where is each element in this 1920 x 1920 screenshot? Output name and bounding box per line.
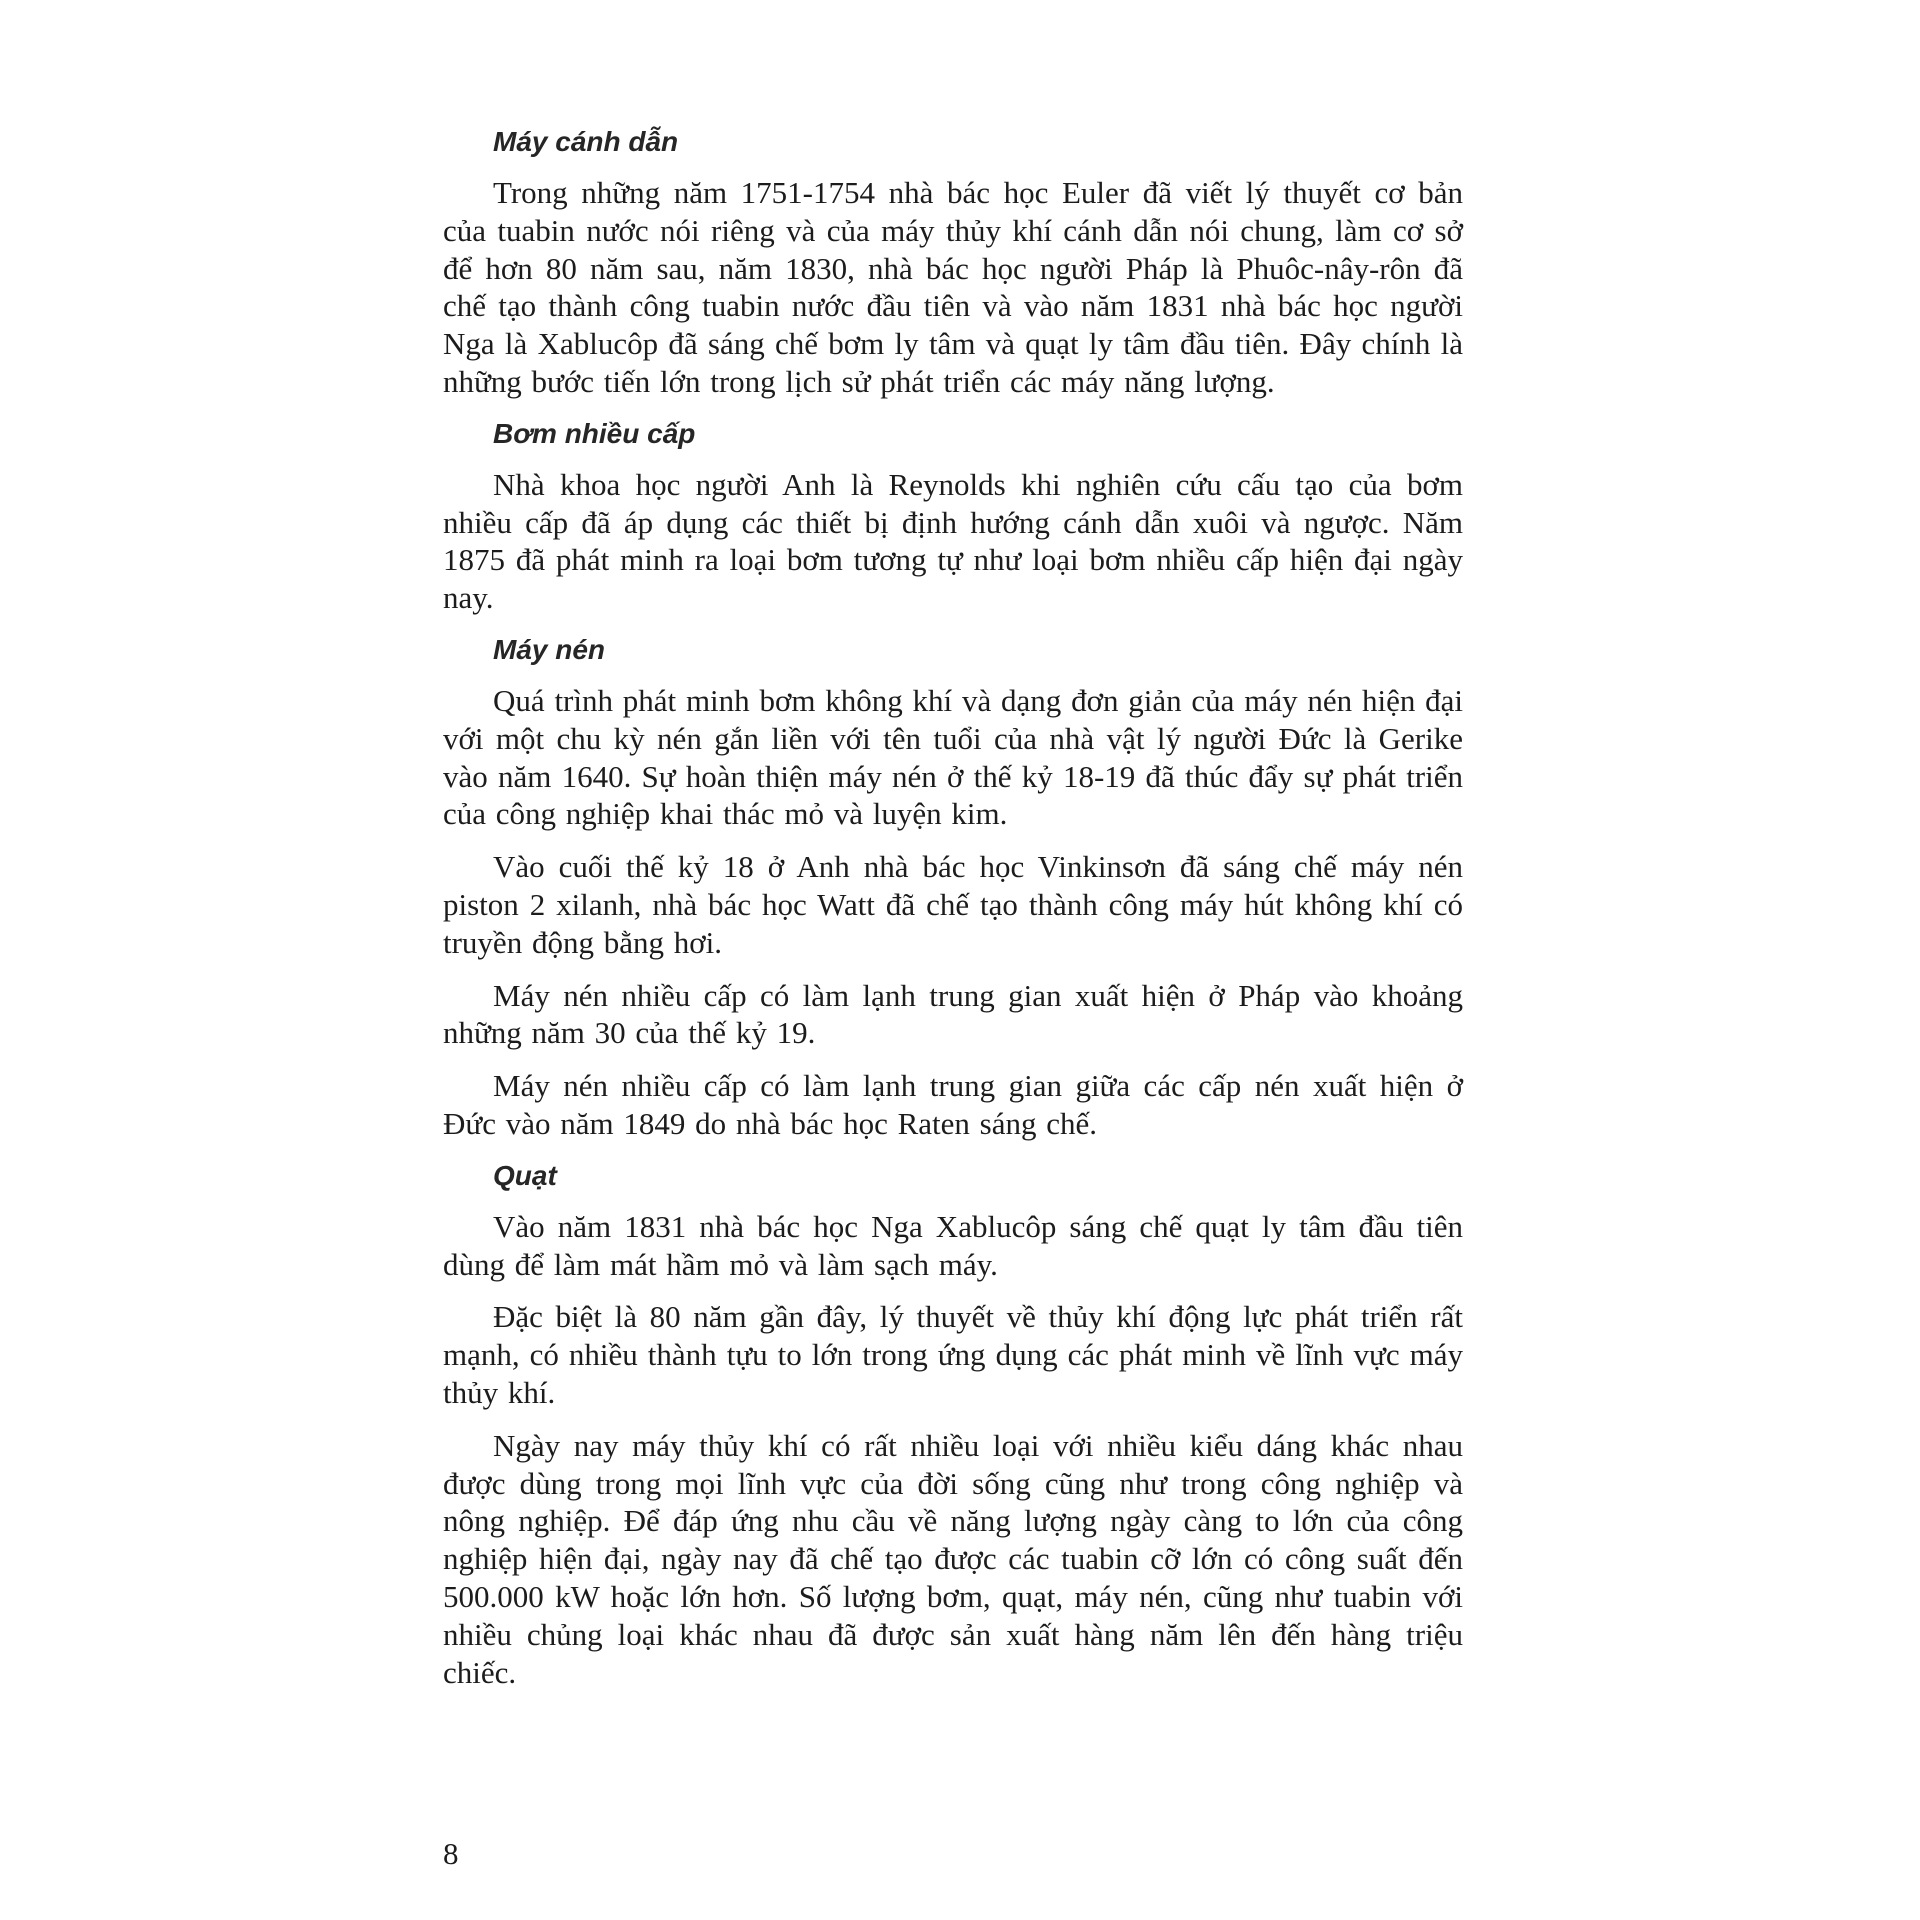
section-heading: Quạt (493, 1159, 557, 1191)
paragraph: Đặc biệt là 80 năm gần đây, lý thuyết về thủy khí động lực phát triển rất mạnh, có nhiều thành tựu to lớn trong ứng dụng các phát minh về lĩnh vực máy thủy khí. (443, 1299, 1463, 1410)
paragraph: Ngày nay máy thủy khí có rất nhiều loại với nhiều kiểu dáng khác nhau được dùng trong mọi lĩnh vực của đời sống cũng như trong công nghiệp và nông nghiệp. Để đáp ứng nhu cầu về năng lượng ngày càng to lớn của công nghiệp hiện đại, ngày nay đã chế tạo được các tuabin cỡ lớn có công suất đến 500.000 kW hoặc lớn hơn. Số lượng bơm, quạt, máy nén, cũng như tuabin với nhiều chủng loại khác nhau đã được sản xuất hàng năm lên đến hàng triệu chiếc. (443, 1427, 1463, 1690)
paragraph: Máy nén nhiều cấp có làm lạnh trung gian giữa các cấp nén xuất hiện ở Đức vào năm 1849 do nhà bác học Raten sáng chế. (443, 1068, 1463, 1141)
page-body (443, 118, 1463, 1706)
section-quat (443, 1158, 1463, 1692)
section-heading: Bơm nhiều cấp (493, 417, 696, 449)
paragraph: Trong những năm 1751-1754 nhà bác học Euler đã viết lý thuyết cơ bản của tuabin nước nói riêng và của máy thủy khí cánh dẫn nói chung, làm cơ sở để hơn 80 năm sau, năm 1830, nhà bác học người Pháp là Phuôc-nây-rôn đã chế tạo thành công tuabin nước đầu tiên và vào năm 1831 nhà bác học người Nga là Xablucôp đã sáng chế bơm ly tâm và quạt ly tâm đầu tiên. Đây chính là những bước tiến lớn trong lịch sử phát triển các máy năng lượng. (443, 175, 1463, 399)
section-heading: Máy nén (493, 633, 606, 665)
section-bom-nhieu-cap (443, 416, 1463, 617)
page-number: 8 (443, 1836, 459, 1871)
section-heading: Máy cánh dẫn (493, 126, 679, 157)
paragraph: Vào năm 1831 nhà bác học Nga Xablucôp sáng chế quạt ly tâm đầu tiên dùng để làm mát hầm mỏ và làm sạch máy. (443, 1208, 1463, 1282)
paragraph: Quá trình phát minh bơm không khí và dạng đơn giản của máy nén hiện đại với một chu kỳ nén gắn liền với tên tuổi của nhà vật lý người Đức là Gerike vào năm 1640. Sự hoàn thiện máy nén ở thế kỷ 18-19 đã thúc đẩy sự phát triển của công nghiệp khai thác mỏ và luyện kim. (443, 682, 1463, 832)
paragraph: Máy nén nhiều cấp có làm lạnh trung gian xuất hiện ở Pháp vào khoảng những năm 30 của thế kỷ 19. (443, 977, 1463, 1051)
section-may-canh-dan (443, 124, 1463, 401)
paragraph: Nhà khoa học người Anh là Reynolds khi nghiên cứu cấu tạo của bơm nhiều cấp đã áp dụng các thiết bị định hướng cánh dẫn xuôi và ngược. Năm 1875 đã phát minh ra loại bơm tương tự như loại bơm nhiều cấp hiện đại ngày nay. (443, 466, 1463, 616)
section-may-nen (443, 632, 1463, 1143)
paragraph: Vào cuối thế kỷ 18 ở Anh nhà bác học Vinkinsơn đã sáng chế máy nén piston 2 xilanh, nhà bác học Watt đã chế tạo thành công máy hút không khí có truyền động bằng hơi. (443, 849, 1463, 960)
